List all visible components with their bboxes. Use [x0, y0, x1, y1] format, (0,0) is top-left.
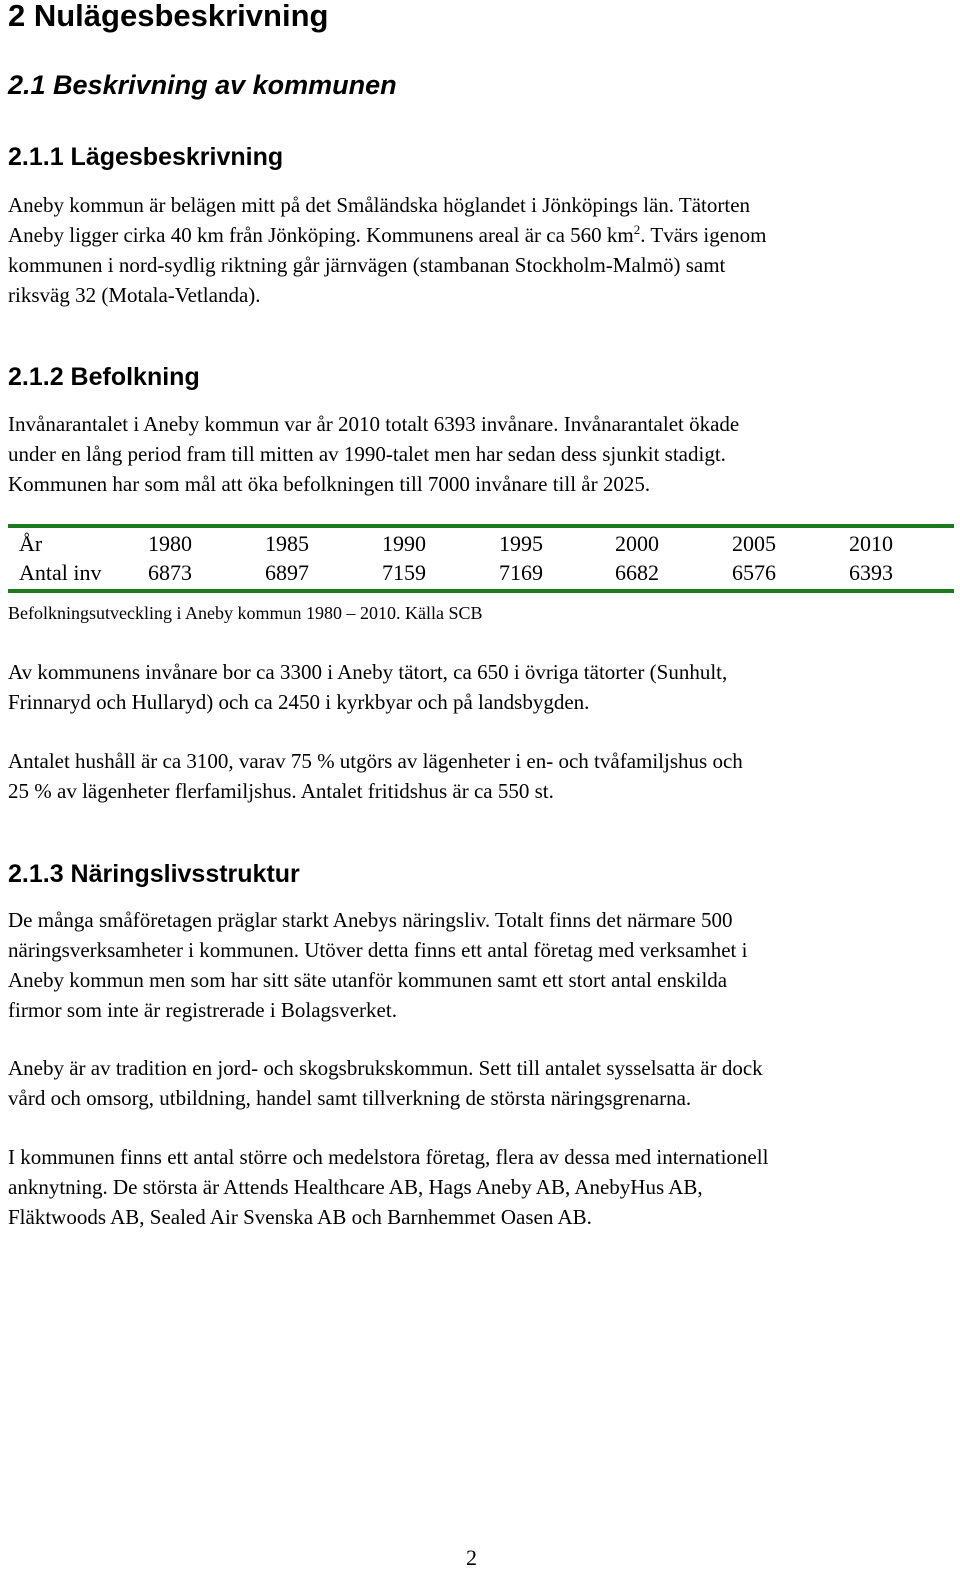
- text-line: Aneby kommun men som har sitt säte utanför kommunen samt ett stort antal enskilda: [8, 968, 728, 992]
- table-cell-population: 7169: [499, 560, 543, 585]
- table-cell-population: 6682: [615, 560, 659, 585]
- table-top-rule: [8, 524, 954, 528]
- heading-lagesbeskrivning: 2.1.1 Lägesbeskrivning: [8, 143, 284, 171]
- text-line: Av kommunens invånare bor ca 3300 i Aneby tätort, ca 650 i övriga tätorter (Sunhult,: [8, 660, 728, 684]
- table-cell-year: 1985: [265, 531, 309, 556]
- text-line: De många småföretagen präglar starkt Anebys näringsliv. Totalt finns det närmare 500: [8, 908, 733, 932]
- text-line: Aneby ligger cirka 40 km från Jönköping. Kommunens areal är ca 560 $km^2$. Tvärs igenom: [8, 222, 767, 247]
- table-cell-population: 6897: [265, 560, 309, 585]
- text-line: 25 % av lägenheter flerfamiljshus. Antalet fritidshus är ca 550 st.: [8, 779, 554, 803]
- paragraph-naringsliv-1: [8, 905, 747, 1025]
- paragraph-invanare: [8, 657, 727, 717]
- superscript: 2: [633, 222, 641, 237]
- text-line: Kommunen har som mål att öka befolkningen till 7000 invånare till år 2025.: [8, 472, 651, 496]
- table-cell-population: 6393: [849, 560, 893, 585]
- table-row-label-year: År: [19, 531, 43, 556]
- table-bottom-rule: [8, 589, 954, 593]
- text-line: vård och omsorg, utbildning, handel samt tillverkning de största näringsgrenarna.: [8, 1086, 692, 1110]
- table-cell-year: 2000: [615, 531, 659, 556]
- table-row-label-population: Antal inv: [19, 560, 102, 585]
- text-line: Invånarantalet i Aneby kommun var år 2010 totalt 6393 invånare. Invånarantalet ökade: [8, 412, 740, 436]
- table-cell-year: 1995: [499, 531, 543, 556]
- table-cell-population: 7159: [382, 560, 426, 585]
- text-line: riksväg 32 (Motala-Vetlanda).: [8, 283, 261, 307]
- table-cell-population: 6576: [732, 560, 776, 585]
- paragraph-naringsliv-2: [8, 1053, 763, 1113]
- heading-naringslivsstruktur: 2.1.3 Näringslivsstruktur: [8, 860, 300, 888]
- table-caption: Befolkningsutveckling i Aneby kommun 1980 – 2010. Källa SCB: [8, 603, 483, 623]
- table-cell-year: 2010: [849, 531, 893, 556]
- text-line: Fläktwoods AB, Sealed Air Svenska AB och Barnhemmet Oasen AB.: [8, 1205, 592, 1229]
- heading-chapter: 2 Nulägesbeskrivning: [8, 0, 329, 33]
- paragraph-befolkning: [8, 409, 739, 499]
- table-cell-year: 1980: [148, 531, 192, 556]
- page-number: 2: [466, 1545, 477, 1570]
- text-line: kommunen i nord-sydlig riktning går järnvägen (stambanan Stockholm-Malmö) samt: [8, 253, 726, 277]
- text-line: Aneby kommun är belägen mitt på det Småländska höglandet i Jönköpings län. Tätorten: [8, 193, 751, 217]
- text-line: Antalet hushåll är ca 3100, varav 75 % utgörs av lägenheter i en- och tvåfamiljshus och: [8, 749, 743, 773]
- text-line: firmor som inte är registrerade i Bolagsverket.: [8, 998, 397, 1022]
- text-line: Aneby är av tradition en jord- och skogsbrukskommun. Sett till antalet sysselsatta är dock: [8, 1056, 763, 1080]
- text-line: Frinnaryd och Hullaryd) och ca 2450 i kyrkbyar och på landsbygden.: [8, 690, 590, 714]
- paragraph-hushall: [8, 746, 743, 806]
- paragraph-naringsliv-3: [8, 1142, 768, 1232]
- text-line: I kommunen finns ett antal större och medelstora företag, flera av dessa med internationell: [8, 1145, 769, 1169]
- text-line: anknytning. De största är Attends Healthcare AB, Hags Aneby AB, AnebyHus AB,: [8, 1175, 703, 1199]
- text-line: näringsverksamheter i kommunen. Utöver detta finns ett antal företag med verksamhet i: [8, 938, 748, 962]
- text-line: under en lång period fram till mitten av 1990-talet men har sedan dess sjunkit stadigt.: [8, 442, 726, 466]
- heading-section: 2.1 Beskrivning av kommunen: [8, 70, 397, 100]
- table-cell-year: 1990: [382, 531, 426, 556]
- heading-befolkning: 2.1.2 Befolkning: [8, 363, 200, 391]
- table-cell-population: 6873: [148, 560, 192, 585]
- paragraph-lagesbeskrivning: [8, 190, 766, 310]
- table-cell-year: 2005: [732, 531, 776, 556]
